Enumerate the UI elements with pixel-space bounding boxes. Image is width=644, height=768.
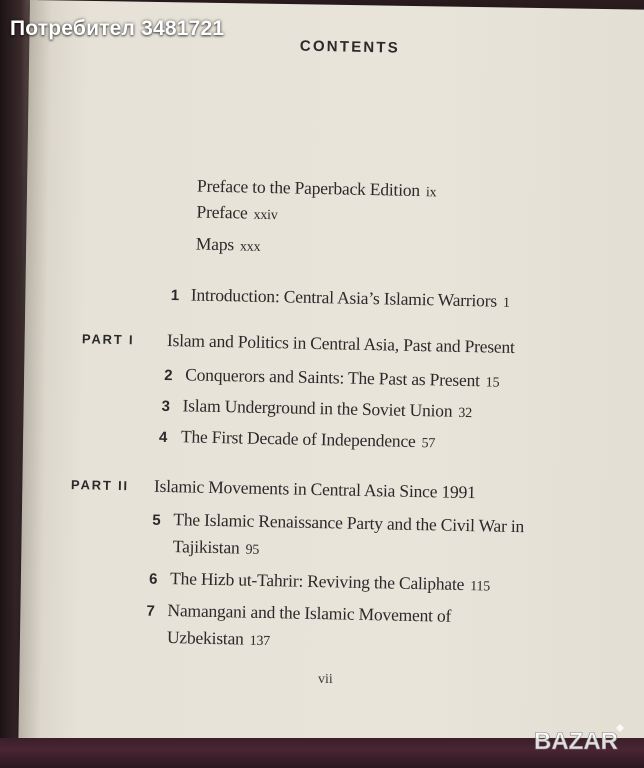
chapter-page: 137 [249, 633, 271, 650]
chapter-entry [185, 364, 500, 391]
front-matter-item [197, 176, 437, 202]
part-label: PART II [70, 477, 130, 494]
part-title: Islam and Politics in Central Asia, Past and Present [166, 329, 515, 357]
front-matter-title: Maps [195, 233, 235, 255]
chapter-page: 95 [245, 542, 260, 558]
user-watermark: Потребител 3481721 [10, 17, 225, 40]
chapter-page: 15 [485, 375, 500, 391]
front-matter-title: Preface to the Paperback Edition [196, 175, 421, 201]
chapter-number: 5 [152, 511, 161, 529]
bazar-logo-text: BAZAR [534, 728, 618, 755]
chapter-number: 3 [161, 397, 171, 416]
chapter-title: The Hizb ut-Tahrir: Reviving the Caliphate [169, 568, 465, 595]
chapter-page: 115 [470, 579, 491, 595]
chapter-title: The First Decade of Independence [180, 426, 416, 451]
page-folio: vii [318, 672, 333, 687]
chapter-number: 2 [164, 366, 173, 385]
chapter-title: Islam Underground in the Soviet Union [182, 395, 453, 421]
chapter-entry-continued [167, 627, 271, 650]
chapter-entry [173, 509, 524, 537]
chapter-number: 6 [148, 570, 158, 588]
front-matter-page: ix [425, 185, 437, 201]
chapter-entry [170, 568, 490, 595]
chapter-entry [182, 395, 472, 422]
chapter-title-line2: Tajikistan [172, 536, 240, 558]
chapter-title: Conquerors and Saints: The Past as Present [185, 364, 480, 391]
chapter-entry-continued [173, 536, 260, 559]
chapter-page: 57 [421, 436, 436, 452]
part-title: Islamic Movements in Central Asia Since 1991 [153, 475, 476, 503]
contents-heading: CONTENTS [299, 37, 401, 57]
chapter-page: 32 [458, 405, 473, 422]
chapter-page: 1 [502, 295, 510, 311]
chapter-number: 4 [158, 428, 168, 447]
front-matter-item [196, 234, 261, 256]
front-matter-page: xxx [239, 239, 261, 255]
chapter-number: 7 [146, 602, 156, 620]
chapter-entry [167, 600, 451, 627]
bazar-logo [532, 722, 636, 758]
front-matter-page: xxiv [253, 207, 278, 224]
chapter-title: Introduction: Central Asia’s Islamic Warriors [190, 284, 498, 311]
chapter-title: Namangani and the Islamic Movement of [167, 600, 452, 626]
chapter-title: The Islamic Renaissance Party and the Civil War in [173, 509, 525, 537]
front-matter-item [196, 202, 278, 225]
chapter-entry [191, 284, 510, 311]
chapter-number: 1 [170, 287, 180, 305]
chapter-entry [181, 426, 436, 452]
part-label: PART I [81, 331, 135, 348]
front-matter-title: Preface [196, 201, 248, 223]
chapter-title-line2: Uzbekistan [166, 627, 244, 649]
